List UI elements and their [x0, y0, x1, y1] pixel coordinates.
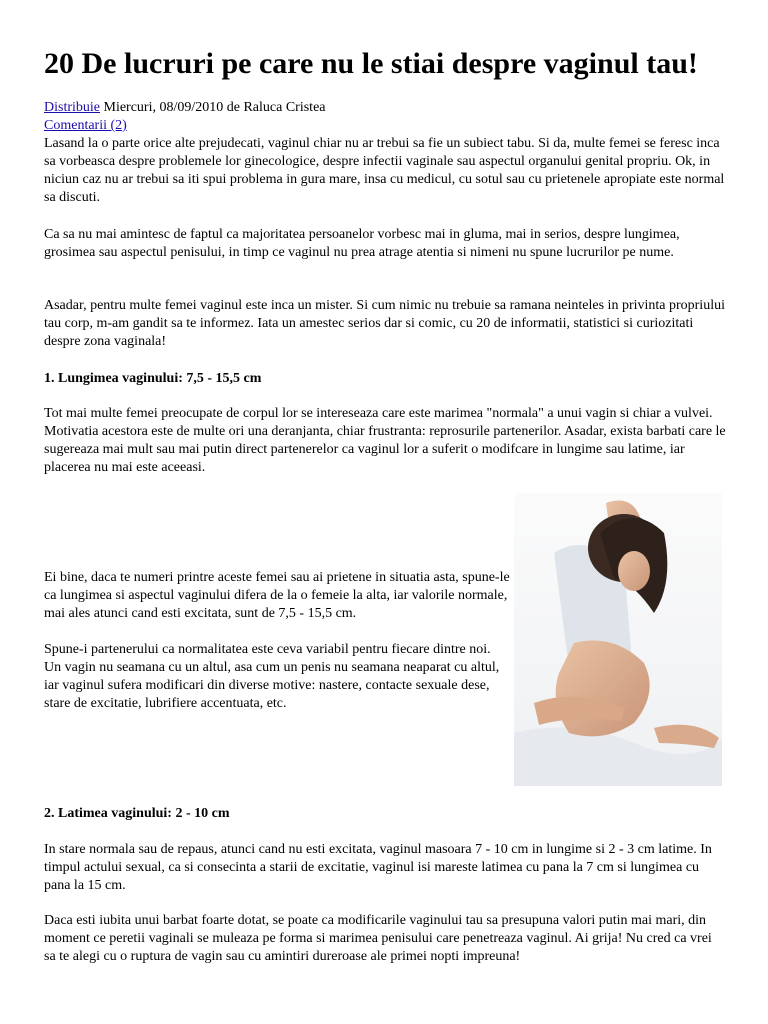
woman-photo-illustration: [514, 493, 722, 786]
date-author: Miercuri, 08/09/2010 de Raluca Cristea: [103, 100, 326, 115]
article-photo: [514, 493, 722, 786]
article-meta: [44, 99, 326, 135]
paragraph-intro-2: Ca sa nu mai amintesc de faptul ca majoritatea persoanelor vorbesc mai in gluma, mai in serios, despre lungimea, grosimea sau aspectul penisului, in timp ce vaginul nu prea atrage atentia si nimeni nu spune lucrurilor pe nume.: [44, 227, 680, 260]
paragraph-section2-1: In stare normala sau de repaus, atunci cand nu esti excitata, vaginul masoara 7 - 10 cm in lungime si 2 - 3 cm latime. In timpul actului sexual, ca si consecinta a starii de excitatie, vaginul isi mareste latimea cu pana la 7 cm si lungimea cu pana la 15 cm.: [44, 842, 712, 893]
section-heading-2: 2. Latimea vaginului: 2 - 10 cm: [44, 806, 230, 821]
paragraph-intro-3: Asadar, pentru multe femei vaginul este inca un mister. Si cum nimic nu trebuie sa ramana neinteles in privinta propriului tau corp, m-am gandit sa te informez. Iata un amestec serios dar si comic, cu 20 de informatii, statistici si curiozitati despre zona vaginala!: [44, 298, 725, 349]
share-link[interactable]: Distribuie: [44, 100, 100, 115]
paragraph-section1-2: Ei bine, daca te numeri printre aceste femei sau ai prietene in situatia asta, spune-le ca lungimea si aspectul vaginului difera de la o femeie la alta, iar valorile normale, mai ales atunci cand esti excitata, sunt de 7,5 - 15,5 cm.: [44, 570, 510, 621]
comments-link[interactable]: Comentarii (2): [44, 118, 127, 133]
article-title: 20 De lucruri pe care nu le stiai despre vaginul tau!: [44, 47, 698, 80]
section-heading-1: 1. Lungimea vaginului: 7,5 - 15,5 cm: [44, 371, 262, 386]
paragraph-section2-2: Daca esti iubita unui barbat foarte dotat, se poate ca modificarile vaginului tau sa presupuna valori putin mai mari, din moment ce peretii vaginali se muleaza pe forma si marimea penisului care penetreaza vaginul. Ai grija! Nu cred ca vrei sa te alegi cu o ruptura de vagin sau cu amintiri dureroase ale primei nopti impreuna!: [44, 913, 712, 964]
paragraph-section1-3: Spune-i partenerului ca normalitatea este ceva variabil pentru fiecare dintre noi. Un vagin nu seamana cu un altul, asa cum un penis nu seamana neaparat cu altul, iar vaginul sufera modificari din diverse motive: nastere, contacte sexuale dese, stare de excitatie, lubrifiere accentuata, etc.: [44, 642, 500, 711]
paragraph-intro-1: Lasand la o parte orice alte prejudecati, vaginul chiar nu ar trebui sa fie un subiect tabu. Si da, multe femei se feresc inca sa vorbeasca despre problemele lor ginecologice, despre infectii vaginale sau aspectul organului genital propriu. Ok, in niciun caz nu ar trebui sa iti spui problema in gura mare, insa cu medicul, cu sotul sau cu prietenele apropiate este normal sa discuti.: [44, 136, 725, 205]
paragraph-section1-1: Tot mai multe femei preocupate de corpul lor se intereseaza care este marimea "normala" a unui vagin si chiar a vulvei. Motivatia acestora este de multe ori una deranjanta, chiar frustranta: reprosurile partenerilor. Asadar, exista barbati care le sugereaza mai mult sau mai putin direct partenerelor ca vaginul lor a suferit o modifcare in lungime sau latime, iar placerea nu mai este aceeasi.: [44, 406, 726, 475]
